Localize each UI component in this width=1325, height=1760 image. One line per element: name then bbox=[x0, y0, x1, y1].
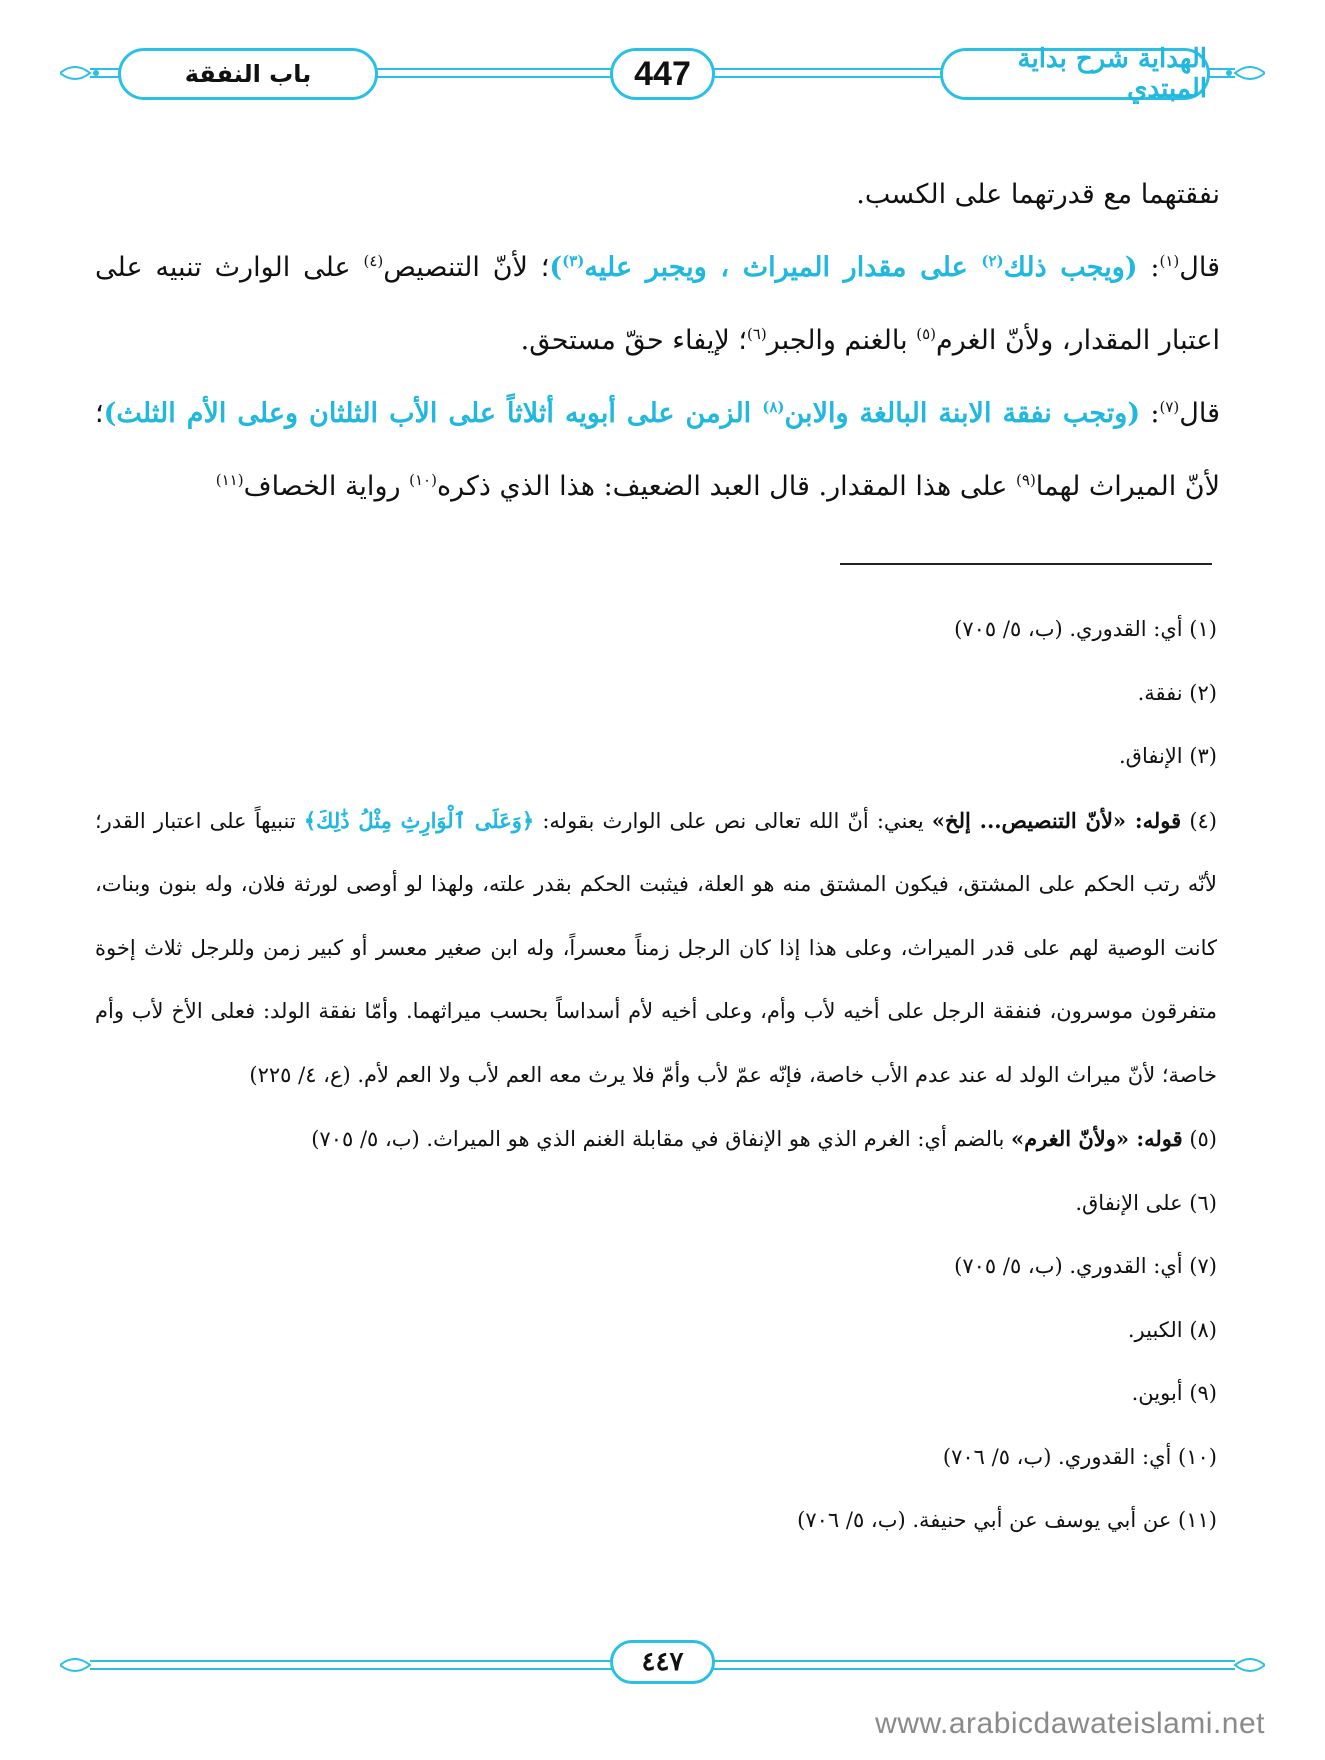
footnote-3: (٣) الإنفاق. bbox=[1119, 744, 1217, 768]
main-paragraph-2: قال$^{(١)}$: (ويجب ذلك$^{(٢)}$ على مقدار الميراث ، ويجبر عليه$^{(٣)}$)؛ لأنّ التنصيص$^{(٤)}$ على الوارث تنبيه على اعتبار المقدار، ولأنّ الغرم$^{(٥)}$ بالغنم والجبر$^{(٦)}$؛ لإيفاء حقّ مستحق. bbox=[95, 252, 1220, 356]
main-paragraph-3: قال$^{(٧)}$: (وتجب نفقة الابنة البالغة والابن$^{(٨)}$ الزمن على أبويه أثلاثاً على الأب الثلثان وعلى الأم الثلث)؛ لأنّ الميراث لهما$^{(٩)}$ على هذا المقدار. قال العبد الضعيف: هذا الذي ذكره$^{(١٠)}$ رواية الخصاف$^{(١١)}$ bbox=[95, 398, 1220, 502]
footnote-2: (٢) نفقة. bbox=[1137, 680, 1217, 705]
website-link[interactable]: www.arabicdawateislami.net bbox=[875, 1707, 1265, 1740]
footnote-11: (١١) عن أبي يوسف عن أبي حنيفة. (ب، ٥/ ٧٠٦) bbox=[797, 1508, 1217, 1532]
footnote-5: (٥) قوله: «ولأنّ الغرم» بالضم أي: الغرم الذي هو الإنفاق في مقابلة الغنم الذي هو الميراث. (ب، ٥/ ٧٠٥) bbox=[311, 1126, 1217, 1151]
book-title: الهداية شرح بداية المبتدي bbox=[940, 48, 1210, 100]
page-number: 447 bbox=[610, 48, 715, 100]
matn-quote: (ويجب ذلك$^{(٢)}$ على مقدار الميراث ، ويجبر عليه$^{(٣)}$) bbox=[549, 252, 1138, 283]
footnote-4: (٤) قوله: «لأنّ التنصيص... إلخ» يعني: أنّ الله تعالى نص على الوارث بقوله: ﴿وَعَلَى ٱلْوَارِثِ مِثْلُ ذَٰلِكَ﴾ تنبيهاً على اعتبار القدر؛ لأنّه رتب الحكم على المشتق، فيكون المشتق منه هو العلة، فيثبت الحكم بقدر علته، ولهذا لو أوصى لورثة فلان، وله بنون وبنات، كانت الوصية لهم على قدر الميراث، وعلى هذا إذا كان الرجل زمناً معسراً، وله ابن صغير معسر أو كبير زمن وللرجل ثلاث إخوة متفرقون موسرون، فنفقة الرجل على أخيه لأب وأم، وعلى أخيه لأم أسداساً بحسب ميراثهما. وأمّا نفقة الولد: فعلى الأخ لأب وأم خاصة؛ لأنّ ميراث الولد له عند عدم الأب خاصة، فإنّه عمّ لأب وأمّ فلا يرث معه العم لأب ولا العم لأم. (ع، ٤/ ٢٢٥) bbox=[95, 807, 1217, 1087]
footnote-8: (٨) الكبير. bbox=[1127, 1317, 1217, 1342]
footnote-divider bbox=[840, 563, 1212, 565]
main-line-1: نفقتهما مع قدرتهما على الكسب. bbox=[856, 179, 1220, 210]
quran-verse: ﴿وَعَلَى ٱلْوَارِثِ مِثْلُ ذَٰلِكَ﴾ bbox=[303, 807, 535, 833]
footnote-9: (٩) أبوين. bbox=[1131, 1381, 1217, 1405]
footer-page-number: ٤٤٧ bbox=[610, 1640, 715, 1684]
footnote-ref: (١) bbox=[1159, 252, 1180, 270]
matn-quote: (وتجب نفقة الابنة البالغة والابن$^{(٨)}$ الزمن على أبويه أثلاثاً على الأب الثلثان وعلى الأم الثلث) bbox=[103, 398, 1141, 429]
main-text bbox=[95, 158, 1220, 523]
footnote-7: (٧) أي: القدوري. (ب، ٥/ ٧٠٥) bbox=[954, 1254, 1217, 1278]
footnotes bbox=[95, 598, 1217, 1553]
chapter-title: باب النفقة bbox=[118, 48, 378, 100]
footnote-6: (٦) على الإنفاق. bbox=[1075, 1190, 1217, 1215]
footnote-10: (١٠) أي: القدوري. (ب، ٥/ ٧٠٦) bbox=[942, 1444, 1217, 1469]
footnote-1: (١) أي: القدوري. (ب، ٥/ ٧٠٥) bbox=[954, 617, 1217, 641]
